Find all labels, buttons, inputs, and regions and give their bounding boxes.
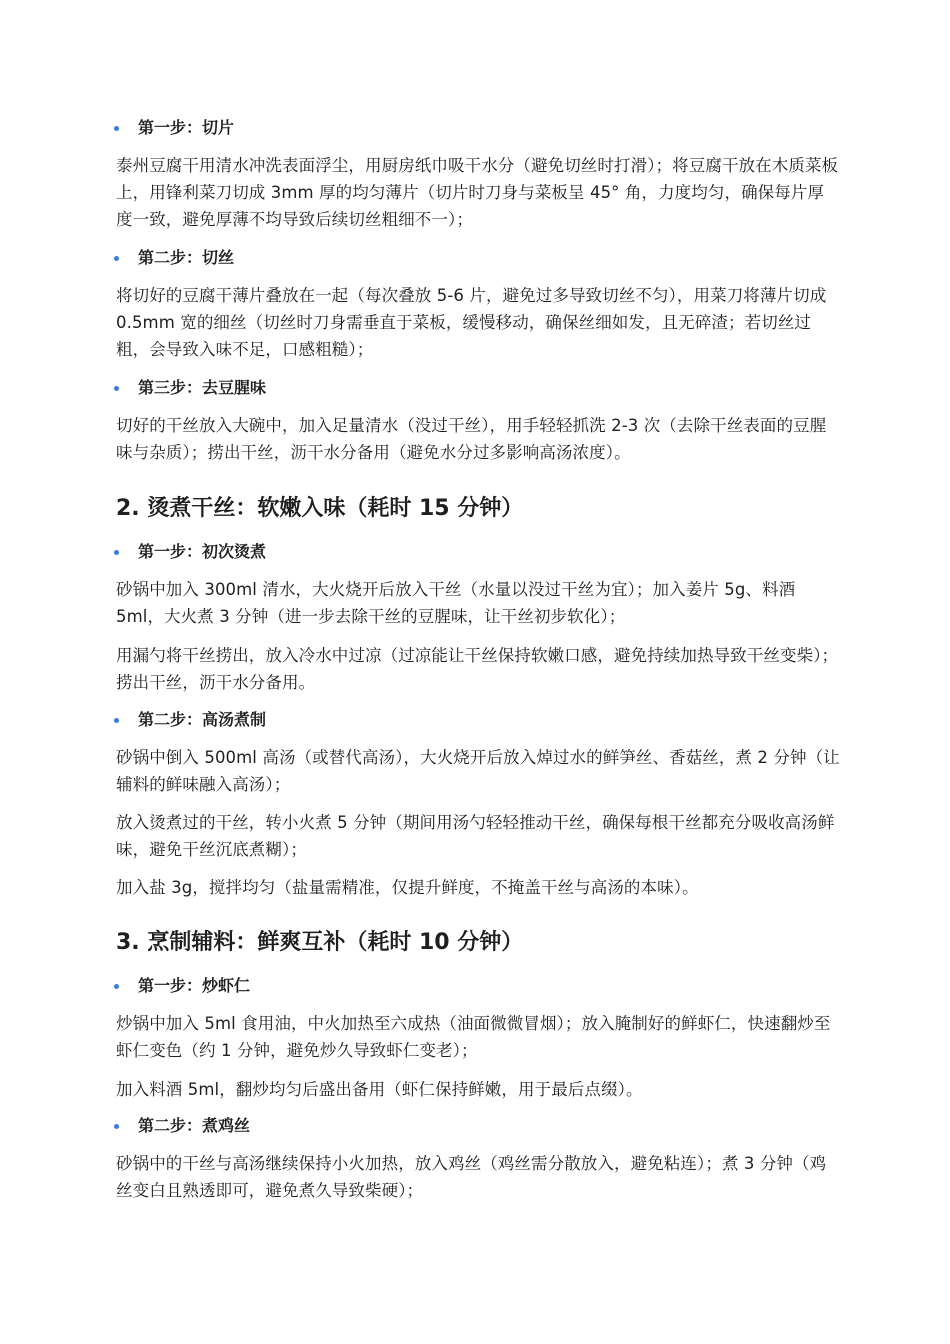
step-label: 第二步：高汤煮制 xyxy=(138,710,267,729)
bullet-icon xyxy=(114,550,119,555)
paragraph: 加入盐 3g，搅拌均匀（盐量需精准，仅提升鲜度，不掩盖干丝与高汤的本味）。 xyxy=(116,878,699,897)
step-label: 第一步：炒虾仁 xyxy=(138,976,251,995)
paragraph: 砂锅中倒入 500ml 高汤（或替代高汤），大火烧开后放入焯过水的鲜笋丝、香菇丝，煮 2 分钟（让辅料的鲜味融入高汤）； xyxy=(116,748,840,794)
paragraph: 放入烫煮过的干丝，转小火煮 5 分钟（期间用汤勺轻轻推动干丝，确保每根干丝都充分吸收高汤鲜味，避免干丝沉底煮糊）； xyxy=(116,813,835,859)
bullet-icon xyxy=(114,718,119,723)
section-heading: 3. 烹制辅料：鲜爽互补（耗时 10 分钟） xyxy=(116,930,524,955)
step-label: 第一步：切片 xyxy=(138,118,235,137)
step-label: 第三步：去豆腥味 xyxy=(138,378,267,397)
bullet-icon xyxy=(114,984,119,989)
paragraph: 砂锅中的干丝与高汤继续保持小火加热，放入鸡丝（鸡丝需分散放入，避免粘连）；煮 3 分钟（鸡丝变白且熟透即可，避免煮久导致柴硬）； xyxy=(116,1154,827,1200)
paragraph: 将切好的豆腐干薄片叠放在一起（每次叠放 5-6 片，避免过多导致切丝不匀），用菜刀将薄片切成 0.5mm 宽的细丝（切丝时刀身需垂直于菜板，缓慢移动，确保丝细如发，且无碎渣；若切丝过粗，会导致入味不足，口感粗糙）； xyxy=(116,286,827,359)
bullet-icon xyxy=(114,1124,119,1129)
step-label: 第二步：切丝 xyxy=(138,248,235,267)
paragraph: 泰州豆腐干用清水冲洗表面浮尘，用厨房纸巾吸干水分（避免切丝时打滑）；将豆腐干放在木质菜板上，用锋利菜刀切成 3mm 厚的均匀薄片（切片时刀身与菜板呈 45° 角，力度均匀，确保每片厚度一致，避免厚薄不均导致后续切丝粗细不一）； xyxy=(116,156,839,229)
paragraph: 炒锅中加入 5ml 食用油，中火加热至六成热（油面微微冒烟）；放入腌制好的鲜虾仁，快速翻炒至虾仁变色（约 1 分钟，避免炒久导致虾仁变老）； xyxy=(116,1014,831,1060)
step-label: 第一步：初次烫煮 xyxy=(138,542,267,561)
paragraph: 切好的干丝放入大碗中，加入足量清水（没过干丝），用手轻轻抓洗 2-3 次（去除干丝表面的豆腥味与杂质）；捞出干丝，沥干水分备用（避免水分过多影响高汤浓度）。 xyxy=(116,416,827,462)
paragraph: 加入料酒 5ml，翻炒均匀后盛出备用（虾仁保持鲜嫩，用于最后点缀）。 xyxy=(116,1080,643,1099)
paragraph: 砂锅中加入 300ml 清水，大火烧开后放入干丝（水量以没过干丝为宜）；加入姜片 5g、料酒 5ml，大火煮 3 分钟（进一步去除干丝的豆腥味，让干丝初步软化）； xyxy=(116,580,796,626)
step-label: 第二步：煮鸡丝 xyxy=(138,1116,251,1135)
bullet-icon xyxy=(114,386,119,391)
bullet-icon xyxy=(114,256,119,261)
bullet-icon xyxy=(114,126,119,131)
section-heading: 2. 烫煮干丝：软嫩入味（耗时 15 分钟） xyxy=(116,496,524,521)
paragraph: 用漏勺将干丝捞出，放入冷水中过凉（过凉能让干丝保持软嫩口感，避免持续加热导致干丝变柴）；捞出干丝，沥干水分备用。 xyxy=(116,646,839,692)
